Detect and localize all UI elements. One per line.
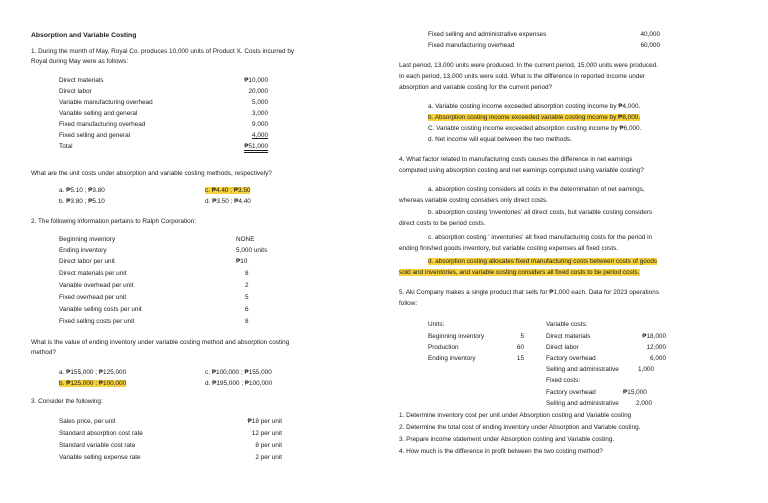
q5-task-3: 3. Prepare income statement under Absorption costing and Variable costing. [399, 436, 615, 443]
q5-cost-label: Selling and administrative [546, 366, 619, 373]
q2-row-value: 8 [245, 318, 249, 325]
q2-row-label: Direct labor per unit [59, 258, 115, 265]
q1-row-label: Fixed manufacturing overhead [59, 121, 146, 128]
q5-intro-line2: follow: [399, 300, 418, 307]
q3-choice-c: C. Variable costing income exceeded absorption costing income by ₱6,000. [428, 125, 642, 132]
q5-task-4: 4. How much is the difference in profit between the two costing method? [399, 448, 603, 455]
q1-row-value-text: 4,000 [252, 132, 268, 139]
q5-cost-value: 6,000 [650, 355, 666, 362]
q2-question-line1: What is the value of ending inventory under variable costing method and absorption costing [31, 339, 290, 346]
q4-choice-a-line1: a. absorption costing considers all costs in the determination of net earnings, [428, 186, 645, 193]
q3-intro: 3. Consider the following: [31, 398, 103, 405]
q2-choice-b-text: b. ₱125,000 ; ₱100,000 [59, 380, 127, 387]
q4-question-line2: computed using absorption costing and net earnings computed using variable costing? [399, 167, 644, 174]
q2-choice-a: a. ₱155,000 ; ₱125,000 [59, 369, 127, 376]
q5-cost-value: 12,000 [646, 344, 666, 351]
q5-units-value: 60 [516, 344, 524, 351]
q4-choice-d-line1-answer [428, 258, 657, 267]
q1-choice-c-text: c. ₱4.40 ; ₱3.50 [205, 187, 251, 194]
q2-row-label: Variable overhead per unit [59, 282, 134, 289]
q1-total-value [222, 143, 268, 152]
q2-row-value: ₱10 [236, 258, 248, 265]
q4-question-line1: 4. What factor related to manufacturing costs causes the difference in net earnings [399, 156, 633, 163]
q5-fixed-header: Fixed costs: [546, 377, 581, 384]
q5-task-2: 2. Determine the total cost of ending inventory under Absorption and Variable costing. [399, 424, 641, 431]
q3-choice-d: d. Net income will equal between the two methods. [428, 136, 572, 143]
q5-units-label: Production [428, 344, 459, 351]
q5-cost-label: Direct materials [546, 333, 591, 340]
q2-row-value: 2 [245, 282, 249, 289]
q2-row-label: Ending inventory [59, 247, 107, 254]
q1-intro-line1: 1. During the month of May, Royal Co. produces 10,000 units of Product X. Costs incurred by [31, 48, 295, 55]
q5-units-header: Units: [428, 321, 445, 328]
q3-paragraph-line3: absorption and variable costing for the current period? [399, 84, 553, 91]
q2-row-value: 6 [245, 306, 249, 313]
q3-paragraph-line2: In each period, 13,000 units were sold. What is the difference in reported income under [399, 73, 646, 80]
q1-total-label: Total [59, 143, 73, 150]
q3-choice-a: a. Variable costing income exceeded absorption costing income by ₱4,000. [428, 103, 641, 110]
q4-choice-c-line1: c. absorption costing ' inventories' all fixed manufacturing costs for the period in [428, 234, 653, 241]
q4-choice-b-line2: direct costs to be period costs. [399, 220, 486, 227]
q1-choice-d: d. ₱3.50 ; ₱4.40 [205, 198, 251, 205]
q3-row-label: Standard absorption cost rate [59, 430, 143, 437]
q4-choice-a-line2: whereas variable costing considers only direct costs. [399, 197, 548, 204]
q5-cost-value: 1,000 [638, 366, 654, 373]
q2-row-label: Direct materials per unit [59, 270, 127, 277]
q3-choice-b-answer [428, 114, 640, 123]
q5-units-value: 5 [520, 333, 524, 340]
q4-choice-c-line2: ending finished goods inventory, but variable costing expenses all fixed costs. [399, 245, 619, 252]
q3-row-label: Standard variable cost rate [59, 442, 136, 449]
q5-cost-value: ₱18,000 [642, 333, 666, 340]
q2-question-line2: method? [31, 349, 56, 356]
q3-row-value: 8 per unit [255, 442, 282, 449]
q1-intro-line2: Royal during May were as follows: [31, 58, 128, 65]
q1-choice-a: a. ₱5.10 ; ₱3.80 [59, 187, 105, 194]
q1-choice-b: b. ₱3.80 ; ₱5.10 [59, 198, 105, 205]
q5-cost-label: Selling and administrative [546, 400, 619, 407]
q2-row-value: NONE [236, 236, 255, 243]
q3-fixed-value: 40,000 [640, 31, 660, 38]
q5-units-value: 15 [516, 355, 524, 362]
q3-row-label: Sales price, per unit [59, 418, 116, 425]
q1-row-label: Variable selling and general [59, 110, 138, 117]
q3-row-value: 2 per unit [255, 454, 282, 461]
document-title: Absorption and Variable Costing [31, 32, 137, 39]
q1-question: What are the unit costs under absorption and variable costing methods, respectively? [31, 170, 272, 177]
q1-row-label: Variable manufacturing overhead [59, 99, 153, 106]
q2-row-value: 5 [245, 294, 249, 301]
q2-choice-d: d. ₱195,000 ; ₱100,000 [205, 380, 273, 387]
q5-cost-value: ₱15,000 [623, 389, 647, 396]
q4-choice-b-line1: b. absorption costing 'inventories' all direct costs, but variable costing considers [428, 209, 653, 216]
q2-row-label: Fixed selling costs per unit [59, 318, 135, 325]
q2-row-label: Variable selling costs per unit [59, 306, 142, 313]
q3-row-value: ₱18 per unit [247, 418, 282, 425]
q1-row-label: Direct labor [59, 88, 92, 95]
q3-fixed-value: 60,000 [640, 42, 660, 49]
q5-variable-header: Variable costs: [546, 321, 588, 328]
q4-choice-d-line2-answer [399, 269, 640, 278]
q3-row-value: 12 per unit [251, 430, 282, 437]
q2-intro: 2. The following information pertains to Ralph Corporation: [31, 218, 197, 225]
q3-row-label: Variable selling expense rate [59, 454, 141, 461]
q2-choice-b-answer [59, 380, 126, 389]
q5-units-label: Ending inventory [428, 355, 476, 362]
q5-cost-label: Factory overhead [546, 355, 596, 362]
q1-row-value [222, 132, 268, 141]
q3-paragraph-line1: Last period, 13,000 units were produced. In the current period, 15,000 units were produced. [399, 62, 658, 69]
q1-row-label: Direct materials [59, 77, 104, 84]
q3-choice-b-text: b. Absorption costing income exceeded variable costing income by ₱8,000. [428, 114, 641, 121]
q5-cost-value: 2,000 [636, 400, 652, 407]
q2-row-label: Beginning inventory [59, 236, 116, 243]
q5-cost-label: Factory overhead [546, 389, 596, 396]
q2-row-label: Fixed overhead per unit [59, 294, 127, 301]
q3-fixed-label: Fixed selling and administrative expenses [428, 31, 547, 38]
q2-choice-c: c. ₱100,000 ; ₱155,000 [205, 369, 272, 376]
q1-row-value: 3,000 [252, 110, 268, 117]
q4-choice-d-text2: sold and inventories, and variable costing considers all fixed costs to be period costs. [399, 269, 640, 276]
q1-row-value: 5,000 [252, 99, 268, 106]
q3-fixed-label: Fixed manufacturing overhead [428, 42, 515, 49]
q5-cost-label: Direct labor [546, 344, 579, 351]
q1-total-value-text: ₱51,000 [244, 143, 268, 153]
q4-choice-d-text1: d. absorption costing allocates fixed manufacturing costs between costs of goods [428, 258, 658, 265]
q1-row-value: 20,000 [248, 88, 268, 95]
q5-task-1: 1. Determine inventory cost per unit under Absorption costing and Variable costing [399, 412, 632, 419]
q5-intro-line1: 5. Aki Company makes a single product that sells for ₱1,000 each. Data for 2023 operations [399, 289, 660, 296]
q2-row-value: 5,000 units [236, 247, 268, 254]
q1-row-value: 9,000 [252, 121, 268, 128]
q1-choice-c-answer [205, 187, 250, 196]
q2-row-value: 8 [245, 270, 249, 277]
q1-row-label: Fixed selling and general [59, 132, 131, 139]
q1-row-value: ₱10,000 [244, 77, 268, 84]
q5-units-label: Beginning inventory [428, 333, 485, 340]
